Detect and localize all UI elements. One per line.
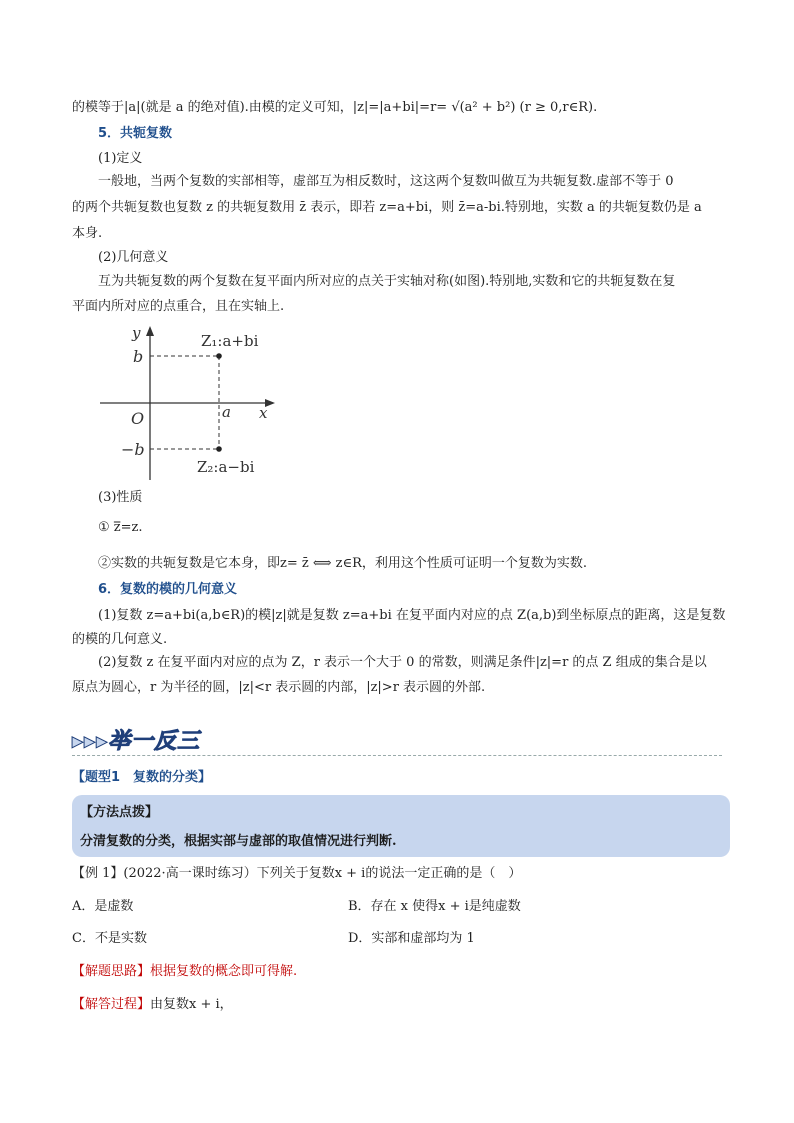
property-heading: (3)性质 [98,490,143,505]
definition-heading: (1)定义 [98,151,143,166]
example-stem: 【例 1】(2022·高一课时练习）下列关于复数x + i的说法一定正确的是（ ） [72,866,522,881]
property-2: ②实数的共轭复数是它本身，即z= z̄ ⟺ z∈R，利用这个性质可证明一个复数为实数. [98,556,588,571]
modulus-point-2a: (2)复数 z 在复平面内对应的点为 Z，r 表示一个大于 0 的常数，则满足条件|z|=r 的点 Z 组成的集合是以 [98,655,707,670]
banner-divider [72,755,722,756]
y-label: y [132,324,141,342]
section-banner [72,724,722,756]
option-b: B．存在 x 使得x + i是纯虚数 [348,899,521,914]
option-d: D．实部和虚部均为 1 [348,931,475,946]
modulus-point-1b: 的模的几何意义. [72,632,168,647]
z2-label: Z₂:a−bi [197,458,255,476]
solution-idea-label: 【解题思路】 [72,964,151,979]
z1-label: Z₁:a+bi [201,332,259,350]
point-z2 [216,446,222,452]
option-a: A．是虚数 [72,899,134,914]
heading-conjugate: 5．共轭复数 [98,126,173,141]
a-label: a [222,403,231,421]
x-label: x [259,404,268,422]
modulus-point-2b: 原点为圆心，r 为半径的圆，|z|<r 表示圆的内部，|z|>r 表示圆的外部. [72,680,486,695]
neg-b-label: −b [121,440,145,459]
definition-line-2: 的两个共轭复数也复数 z 的共轭复数用 z̄ 表示，即若 z=a+bi，则 z̄=a-bi.特别地，实数 a 的共轭复数仍是 a [72,200,702,215]
property-1: ① z̿=z. [98,520,143,535]
solution-process-label: 【解答过程】 [72,997,151,1012]
modulus-line: 的模等于|a|(就是 a 的绝对值).由模的定义可知，|z|=|a+bi|=r= √(a² + b²) (r ≥ 0,r∈R). [72,100,598,115]
solution-idea [72,962,722,982]
modulus-point-1a: (1)复数 z=a+bi(a,b∈R)的模|z|就是复数 z=a+bi 在复平面内对应的点 Z(a,b)到坐标原点的距离，这是复数 [98,608,726,623]
y-arrow-icon [146,326,154,336]
geometric-line-1: 互为共轭复数的两个复数在复平面内所对应的点关于实轴对称(如图).特别地,实数和它的共轭复数在复 [98,274,676,289]
banner-title: ▸▸▸举一反三 [72,729,201,754]
geometric-heading: (2)几何意义 [98,250,169,265]
definition-line-3: 本身. [72,226,103,241]
solution-process-text: 由复数x + i， [150,997,233,1012]
conjugate-figure [95,320,285,490]
method-title: 【方法点拨】 [80,805,159,820]
solution-idea-text: 根据复数的概念即可得解. [150,964,298,979]
definition-line-1: 一般地，当两个复数的实部相等，虚部互为相反数时，这这两个复数叫做互为共轭复数.虚部不等于 0 [98,174,674,189]
question-type-title: 【题型1 复数的分类】 [72,770,212,785]
heading-modulus-geometry: 6．复数的模的几何意义 [98,582,238,597]
point-z1 [216,353,222,359]
origin-label: O [131,409,145,428]
method-text: 分清复数的分类，根据实部与虚部的取值情况进行判断. [80,834,397,849]
solution-process [72,995,722,1015]
option-c: C．不是实数 [72,931,147,946]
geometric-line-2: 平面内所对应的点重合，且在实轴上. [72,299,285,314]
method-box [72,795,730,857]
b-label: b [133,347,144,366]
